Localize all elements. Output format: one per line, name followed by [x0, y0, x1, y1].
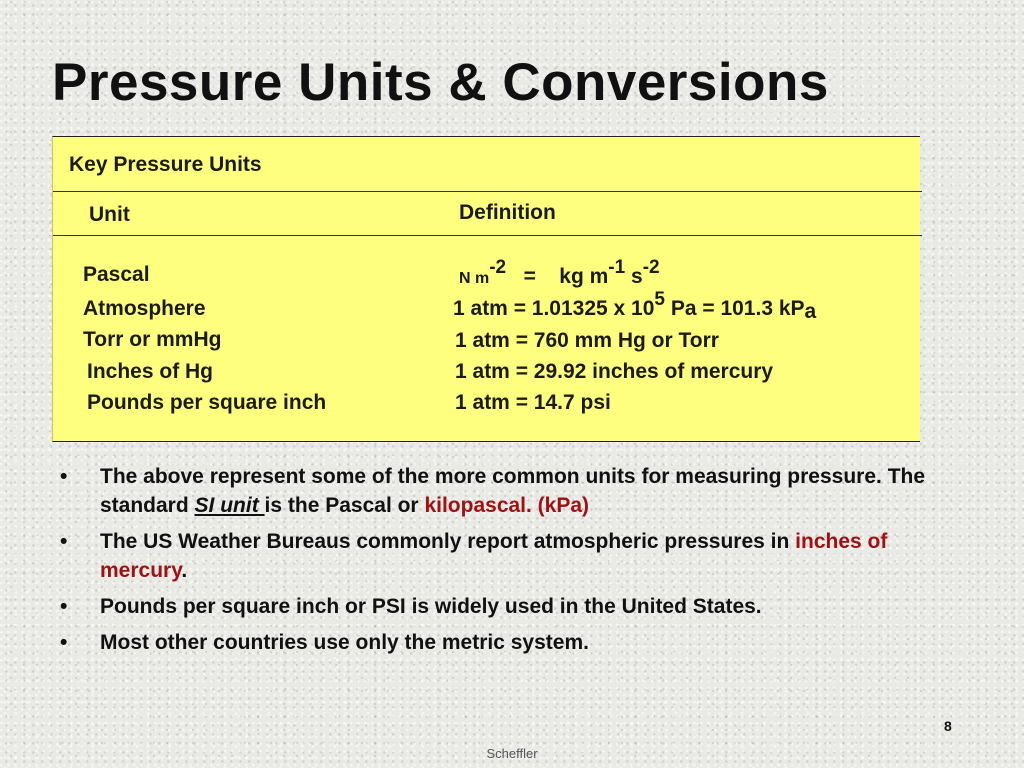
slide-number: 8 [944, 718, 952, 734]
bullet-text: The above represent some of the more common units for measuring pressure. The standard [100, 465, 926, 517]
bullet-item [58, 527, 958, 585]
bullet-text: Most other countries use only the metric system. [100, 631, 589, 654]
bullet-text: . [181, 559, 188, 582]
table-divider [53, 191, 922, 192]
bullet-text: The US Weather Bureaus commonly report atmospheric pressures in [100, 530, 796, 553]
header-divider [53, 235, 922, 236]
def-atm-part1: 1 atm = 1.01325 x 10 [453, 297, 655, 320]
def-atm-part2: Pa = 101.3 kP [665, 297, 805, 320]
bullet-text: Pounds per square inch or PSI is widely used in the United States. [100, 595, 762, 618]
bullet-item [58, 628, 958, 657]
bullet-item [58, 462, 958, 520]
unit-pascal: Pascal [83, 263, 150, 286]
bullet-marker: • [60, 631, 68, 654]
header-definition: Definition [459, 201, 556, 224]
def-pascal-equals: = [523, 265, 536, 288]
def-pascal-nm: N m [459, 270, 490, 287]
pressure-units-table [52, 136, 920, 442]
table-title: Key Pressure Units [69, 153, 262, 176]
def-pascal-nm-exp: -2 [489, 257, 507, 278]
bullet-marker: • [60, 465, 68, 488]
def-pascal-s-exp: -2 [642, 257, 660, 278]
bullet-text: is the Pascal or [264, 494, 425, 517]
def-atmosphere [453, 289, 817, 323]
def-atm-part3: a [804, 300, 817, 323]
slide-title: Pressure Units & Conversions [52, 53, 829, 112]
highlight-kilopascal: kilopascal. (kPa) [424, 494, 590, 517]
def-pascal-kgm: kg m [559, 265, 609, 288]
bullet-item [58, 592, 958, 621]
si-unit-term: SI unit [194, 494, 265, 517]
def-pascal-kgm-exp: -1 [608, 257, 626, 278]
def-pascal-s: s [631, 265, 643, 288]
unit-psi: Pounds per square inch [87, 391, 327, 414]
bullet-marker: • [60, 595, 68, 618]
unit-atmosphere: Atmosphere [83, 297, 206, 320]
def-inches-hg: 1 atm = 29.92 inches of mercury [455, 360, 774, 383]
bullet-list [58, 462, 958, 664]
def-psi: 1 atm = 14.7 psi [455, 391, 611, 414]
highlight-inches-of-mercury: inches of mercury [100, 530, 888, 582]
unit-torr: Torr or mmHg [83, 328, 222, 351]
unit-inches-hg: Inches of Hg [87, 360, 214, 383]
def-atm-exp: 5 [654, 289, 665, 310]
def-pascal [459, 257, 660, 289]
header-unit: Unit [89, 203, 130, 226]
footer-author: Scheffler [486, 746, 538, 761]
def-torr: 1 atm = 760 mm Hg or Torr [455, 329, 719, 352]
bullet-marker: • [60, 530, 68, 553]
